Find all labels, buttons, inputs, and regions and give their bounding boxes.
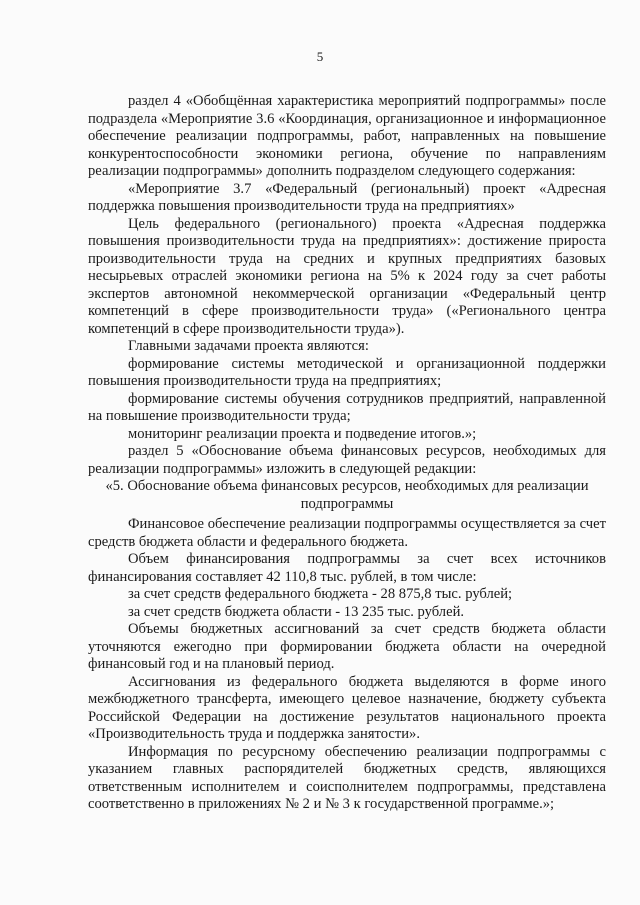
paragraph-measure-3-7-title: «Мероприятие 3.7 «Федеральный (региональный) проект «Адресная поддержка повышения производительности труда на предприятиях» bbox=[88, 180, 606, 214]
paragraph-tasks-heading: Главными задачами проекта являются: bbox=[128, 338, 369, 354]
paragraph-annual-adjustment: Объемы бюджетных ассигнований за счет средств бюджета области уточняются ежегодно при формировании бюджета области на очередной финансовый год и на плановый период. bbox=[88, 621, 606, 672]
paragraph-regional-budget: за счет средств бюджета области - 13 235 тыс. рублей. bbox=[128, 603, 465, 620]
paragraph-section5-intro: раздел 5 «Обоснование объема финансовых ресурсов, необходимых для реализации подпрограммы» изложить в следующей редакции: bbox=[88, 443, 606, 477]
paragraph-federal-budget: за счет средств федерального бюджета - 28 875,8 тыс. рублей; bbox=[128, 586, 513, 602]
paragraph-project-goal: Цель федерального (регионального) проекта «Адресная поддержка повышения производительности труда на предприятиях»: достижение прироста производительности труда на средних и крупных предприятиях базовых несырьевых отраслей экономики региона на 5% к 2024 году за счет работы экспертов автономной некоммерческой организации «Федеральный центр компетенций в сфере производительности труда» («Регионального центра компетенций в сфере производительности труда»). bbox=[88, 215, 606, 337]
paragraph-resource-info: Информация по ресурсному обеспечению реализации подпрограммы с указанием главных распорядителей бюджетных средств, являющихся ответственным исполнителем и соисполнителем подпрограммы, представлена соответственно в приложениях № 2 и № 3 к государственной программе.»; bbox=[88, 743, 606, 812]
paragraph-federal-transfer: Ассигнования из федерального бюджета выделяются в форме иного межбюджетного трансферта, имеющего целевое назначение, бюджету субъекта Российской Федерации на достижение результатов национального проекта «Производительность труда и поддержка занятости». bbox=[88, 673, 606, 742]
paragraph-funding-total: Объем финансирования подпрограммы за счет всех источников финансирования составляет 42 110,8 тыс. рублей, в том числе: bbox=[88, 551, 606, 585]
paragraph-task-1: формирование системы методической и организационной поддержки повышения производительности труда на предприятиях; bbox=[88, 355, 606, 389]
paragraph-task-2: формирование системы обучения сотрудников предприятий, направленной на повышение производительности труда; bbox=[88, 390, 606, 424]
paragraph-funding-sources: Финансовое обеспечение реализации подпрограммы осуществляется за счет средств бюджета области и федерального бюджета. bbox=[88, 516, 606, 550]
document-body bbox=[88, 93, 606, 814]
paragraph-task-3: мониторинг реализации проекта и подведение итогов.»; bbox=[128, 425, 477, 442]
page-number: 5 bbox=[316, 49, 324, 64]
paragraph-section4-intro: раздел 4 «Обобщённая характеристика мероприятий подпрограммы» после подраздела «Мероприятие 3.6 «Координация, организационное и информационное обеспечение реализации подпрограммы, работ, направленных на повышение конкурентоспособности экономики региона, обучение по направлениям реализации подпрограммы» дополнить подразделом следующего содержания: bbox=[88, 93, 606, 179]
section5-heading: «5. Обоснование объема финансовых ресурсов, необходимых для реализации подпрограммы bbox=[105, 478, 589, 512]
